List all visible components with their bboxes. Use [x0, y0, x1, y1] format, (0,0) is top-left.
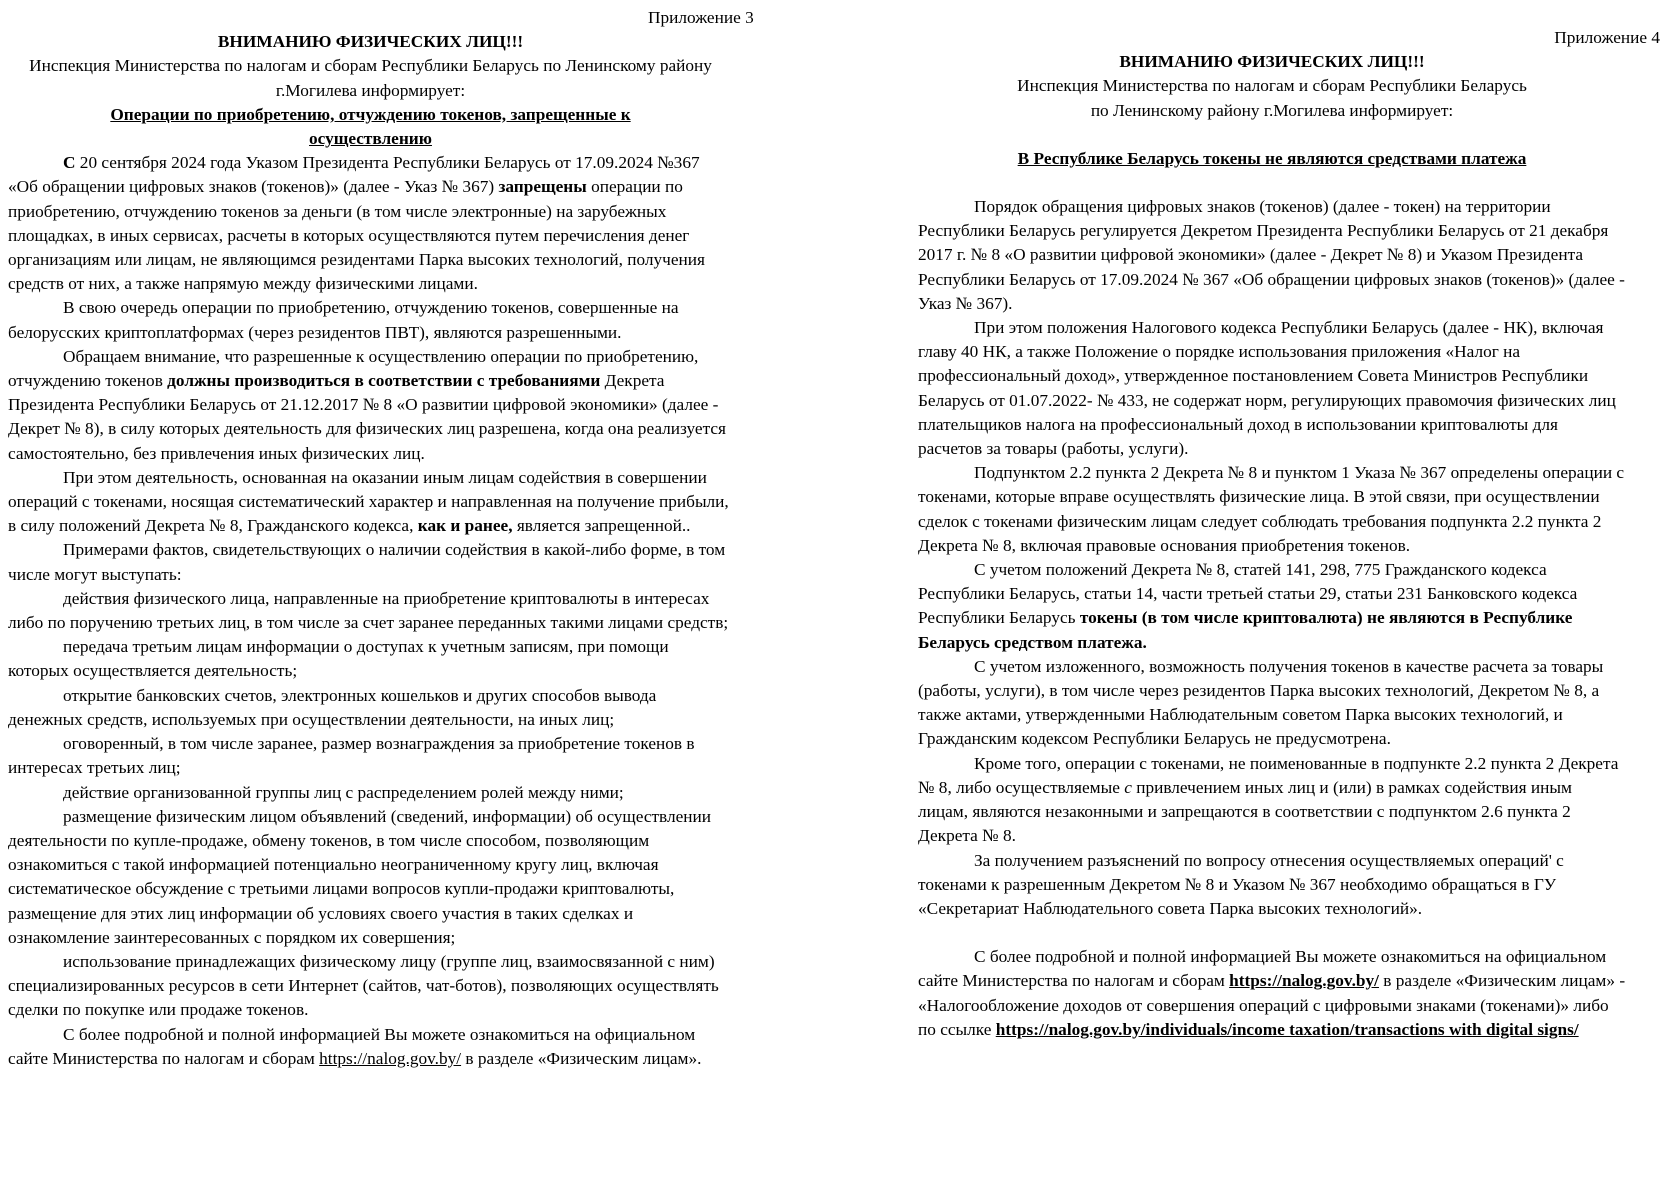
paragraph: При этом положения Налогового кодекса Республики Беларусь (далее - НК), включая главу 40 НК, а также Положение о порядке использования приложения «Налог на профессиональный доход», утвержденное постановлением Совета Министров Республики Беларусь от 01.07.2022- № 433, не содержат норм, регулирующих правомочия физических лиц плательщиков налога на профессиональный доход в использовании криптовалюты для расчетов за товары (работы, услуги). — [918, 318, 1616, 459]
text: С более подробной и полной информацией Вы можете ознакомиться на официальном сайте Министерства по налогам и сборам — [8, 1024, 696, 1068]
inspection-text-line1: Инспекция Министерства по налогам и сборам Республики Беларусь — [1017, 76, 1527, 96]
right-document — [918, 0, 1660, 1042]
nalog-link[interactable]: https://nalog.gov.by/ — [1229, 971, 1379, 991]
text: привлечением иных лиц и (или) в рамках содействия иным лицам, являются незаконными и запрещаются в соответствии с подпунктом 2.6 пункта 2 Декрета № 8. — [918, 777, 1572, 846]
paragraph — [918, 558, 1626, 655]
bold-text: должны производиться в соответствии с требованиями — [167, 371, 601, 391]
inspection-text: Инспекция Министерства по налогам и сборам Республики Беларусь по Ленинскому району г.Могилева информирует: — [29, 56, 712, 100]
text: Обращаем внимание, что разрешенные к осуществлению операции по приобретению, отчуждению токенов — [8, 346, 699, 391]
nalog-link[interactable]: https://nalog.gov.by/ — [319, 1048, 462, 1068]
bold-text: токены (в том числе криптовалюта) не являются в Республике Беларусь средством платежа. — [918, 608, 1573, 652]
subtitle: В Республике Беларусь токены не являются средствами платежа — [1017, 148, 1527, 168]
text: С более подробной и полной информацией Вы можете ознакомиться на официальном сайте Министерства по налогам и сборам — [918, 947, 1607, 991]
list-item: использование принадлежащих физическому лицу (группе лиц, взаимосвязанной с ним) специализированных ресурсов в сети Интернет (сайтов, чат-ботов), позволяющих осуществлять сделки по покупке или продаже токенов. — [8, 951, 719, 1020]
text: С учетом положений Декрета № 8, статей 141, 298, 775 Гражданского кодекса Республики Беларусь, статьи 14, части третьей статьи 29, статьи 231 Банковского кодекса Республики Беларусь — [918, 560, 1578, 628]
bold-text: как и ранее, — [417, 516, 513, 536]
text: При этом деятельность, основанная на оказании иным лицам содействия в совершении операций с токенами, носящая систематический характер и направленная на получение прибыли, в силу положений Декрета № 8, Гражданского кодекса, — [8, 467, 729, 536]
bold-text: запрещены — [498, 177, 587, 197]
paragraph: В свою очередь операции по приобретению, отчуждению токенов, совершенные на белорусских криптоплатформах (через резидентов ПВТ), являются разрешенными. — [8, 298, 679, 342]
text: Кроме того, операции с токенами, не поименованные в подпункте 2.2 пункта 2 Декрета № 8, либо осуществляемые — [918, 753, 1619, 797]
inspection-text-line2: по Ленинскому району г.Могилева информирует: — [1090, 100, 1454, 120]
paragraph: За получением разъяснений по вопросу отнесения осуществляемых операций' с токенами к разрешенным Декретом № 8 и Указом № 367 необходимо обращаться в ГУ «Секретариат Наблюдательного совета Парка высоких технологий». — [918, 850, 1564, 918]
text: в разделе «Физическим лицам» - «Налогообложение доходов от совершения операций с цифровыми знаками (токенами)» либо по ссылке — [918, 971, 1626, 1039]
subtitle: Операции по приобретению, отчуждению токенов, запрещенные к осуществлению — [110, 104, 631, 149]
digital-signs-link[interactable]: https://nalog.gov.by/individuals/income taxation/transactions with digital signs/ — [995, 1019, 1579, 1039]
paragraph — [8, 1023, 733, 1071]
list-item: размещение физическим лицом объявлений (сведений, информации) об осуществлении деятельности по купле-продаже, обмену токенов, в том числе способом, позволяющим ознакомиться с такой информацией потенциально неограниченному кругу лиц, включая систематическое обсуждение с третьими лицами вопросов купли-продажи криптовалюты, размещение для этих лиц информации об условиях своего участия в таких сделках и ознакомление заинтересованных с порядком их совершения; — [8, 806, 712, 947]
list-item: передача третьим лицам информации о доступах к учетным записям, при помощи которых осуществляется деятельность; — [8, 637, 669, 681]
appendix-label: Приложение 4 — [1554, 28, 1660, 47]
paragraph: С учетом изложенного, возможность получения токенов в качестве расчета за товары (работы, услуги), в том числе через резидентов Парка высоких технологий, Декретом № 8, а также актами, утвержденными Наблюдательным советом Парка высоких технологий, и Гражданским кодексом Республики Беларусь не предусмотрена. — [918, 656, 1604, 749]
paragraph: Порядок обращения цифровых знаков (токенов) (далее - токен) на территории Республики Беларусь регулируется Декретом Президента Республики Беларусь от 21 декабря 2017 г. № 8 «О развитии цифровой экономики» (далее - Декрет № 8) и Указом Президента Республики Беларусь от 17.09.2024 № 367 «Об обращении цифровых знаков (токенов)» (далее - Указ № 367). — [918, 197, 1625, 313]
list-item: действие организованной группы лиц с распределением ролей между ними; — [63, 782, 624, 802]
paragraph — [8, 345, 733, 466]
paragraph — [918, 752, 1626, 849]
text: операции по приобретению, отчуждению токенов за деньги (в том числе электронные) на зарубежных площадках, в иных сервисах, расчеты в которых осуществляются путем перечисления денег организациям или лицам, не являющимся резидентами Парка высоких технологий, получения средств от них, а также напрямую между физическими лицами. — [8, 177, 705, 294]
left-document — [8, 0, 754, 1071]
paragraph: Примерами фактов, свидетельствующих о наличии содействия в какой-либо форме, в том числе могут выступать: — [8, 540, 726, 584]
list-item: открытие банковских счетов, электронных кошельков и других способов вывода денежных средств, используемых при осуществлении деятельности, на иных лиц; — [8, 685, 657, 729]
text: является запрещенной.. — [512, 516, 691, 536]
attention-heading: ВНИМАНИЮ ФИЗИЧЕСКИХ ЛИЦ!!! — [1119, 52, 1425, 72]
bold-text: С — [63, 153, 76, 173]
text: в разделе «Физическим лицам». — [461, 1048, 702, 1068]
list-item: действия физического лица, направленные на приобретение криптовалюты в интересах либо по поручению третьих лиц, в том числе за счет заранее переданных такими лицами средств; — [8, 588, 729, 633]
paragraph — [8, 151, 733, 296]
paragraph — [8, 466, 733, 539]
list-item: оговоренный, в том числе заранее, размер вознаграждения за приобретение токенов в интересах третьих лиц; — [8, 734, 695, 778]
text: Декрета Президента Республики Беларусь от 21.12.2017 № 8 «О развитии цифровой экономики» (далее - Декрет № 8), в силу которых деятельность для физических лиц разрешена, когда она реализуется самостоятельно, без привлечения иных физических лиц. — [8, 371, 726, 463]
text: 20 сентября 2024 года Указом Президента Республики Беларусь от 17.09.2024 №367 «Об обращении цифровых знаков (токенов)» (далее - Указ № 367) — [8, 153, 700, 197]
appendix-label: Приложение 3 — [648, 8, 754, 27]
italic-text: с — [1124, 777, 1132, 797]
attention-heading: ВНИМАНИЮ ФИЗИЧЕСКИХ ЛИЦ!!! — [217, 32, 524, 52]
paragraph: Подпунктом 2.2 пункта 2 Декрета № 8 и пунктом 1 Указа № 367 определены операции с токенами, которые вправе осуществлять физические лица. В этой связи, при осуществлении сделок с токенами физическим лицам следует соблюдать требования подпункта 2.2 пункта 2 Декрета № 8, включая правовые основания приобретения токенов. — [918, 463, 1625, 555]
paragraph — [918, 945, 1626, 1042]
